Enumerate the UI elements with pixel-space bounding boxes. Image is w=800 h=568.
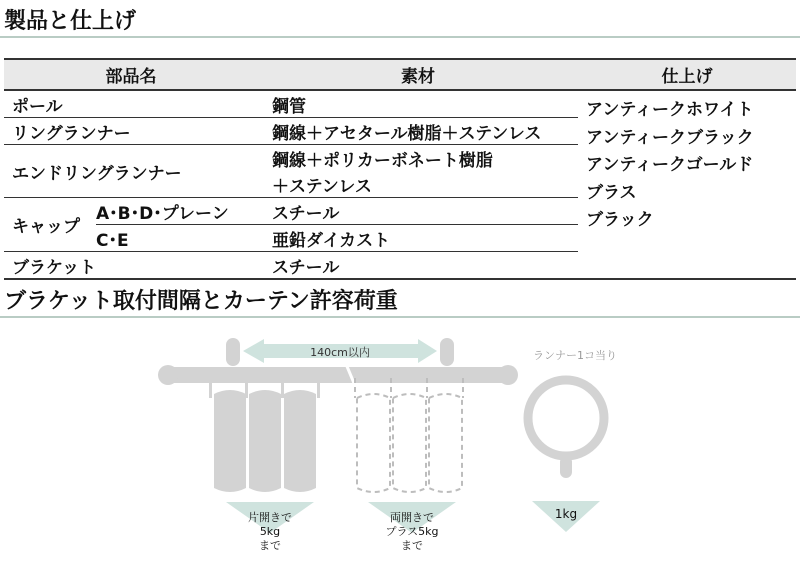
pole-end-right [498, 365, 518, 385]
material-ring-runner: 鋼線＋アセタール樹脂＋ステンレス [258, 118, 578, 145]
finish-item: ブラス [586, 182, 637, 203]
part-bracket: ブラケット [4, 252, 258, 280]
finish-item: アンティークゴールド [586, 155, 754, 175]
material-cap-2: 亜鉛ダイカスト [258, 225, 578, 252]
part-cap-sub1: A･B･D･プレーン [96, 198, 258, 225]
spec-table [4, 58, 796, 280]
curtain-solid [209, 378, 320, 492]
material-pole: 鋼管 [258, 90, 578, 118]
runner-hook [560, 456, 572, 478]
load-label-1c: まで [259, 539, 281, 552]
finish-item: アンティークブラック [586, 127, 754, 148]
material-end-ring-runner-1: 鋼線＋ポリカーボネート樹脂 [272, 150, 493, 171]
part-cap-sub2: C･E [96, 225, 258, 252]
pole-end-left [158, 365, 178, 385]
bracket-right [440, 338, 454, 366]
material-cap-1: スチール [258, 198, 578, 225]
header-material: 素材 [258, 59, 578, 90]
curtain-dashed [355, 378, 463, 492]
finish-item: アンティークホワイト [586, 100, 754, 120]
runner-ring [528, 380, 604, 456]
section-divider [0, 36, 800, 38]
finish-item: ブラック [586, 210, 654, 230]
part-end-ring-runner: エンドリングランナー [4, 145, 258, 198]
load-label-2a: 両開きで [390, 511, 434, 524]
header-finish: 仕上げ [578, 59, 796, 90]
material-bracket: スチール [258, 252, 578, 280]
part-ring-runner: リングランナー [4, 118, 258, 145]
section-title-bracket: ブラケット取付間隔とカーテン許容荷重 [4, 289, 398, 314]
load-label-1a: 片開きで [248, 511, 292, 524]
part-cap: キャップ [4, 198, 96, 252]
section-title-products: 製品と仕上げ [4, 9, 137, 34]
material-end-ring-runner-2: ＋ステンレス [258, 171, 578, 198]
table-header-row [4, 59, 796, 90]
section-divider [0, 316, 800, 318]
part-pole: ポール [4, 90, 258, 118]
span-label: 140cm以内 [310, 346, 370, 359]
runner-caption: ランナー1コ当り [533, 349, 617, 362]
load-label-3: 1kg [554, 507, 578, 521]
header-part-name: 部品名 [4, 59, 258, 90]
bracket-load-diagram [0, 320, 800, 568]
finish-list [578, 90, 796, 279]
load-label-1b: 5kg [259, 525, 281, 538]
load-label-2c: まで [401, 539, 423, 552]
bracket-left [226, 338, 240, 366]
table-row [4, 90, 796, 118]
load-label-2b: プラス5kg [385, 525, 439, 538]
